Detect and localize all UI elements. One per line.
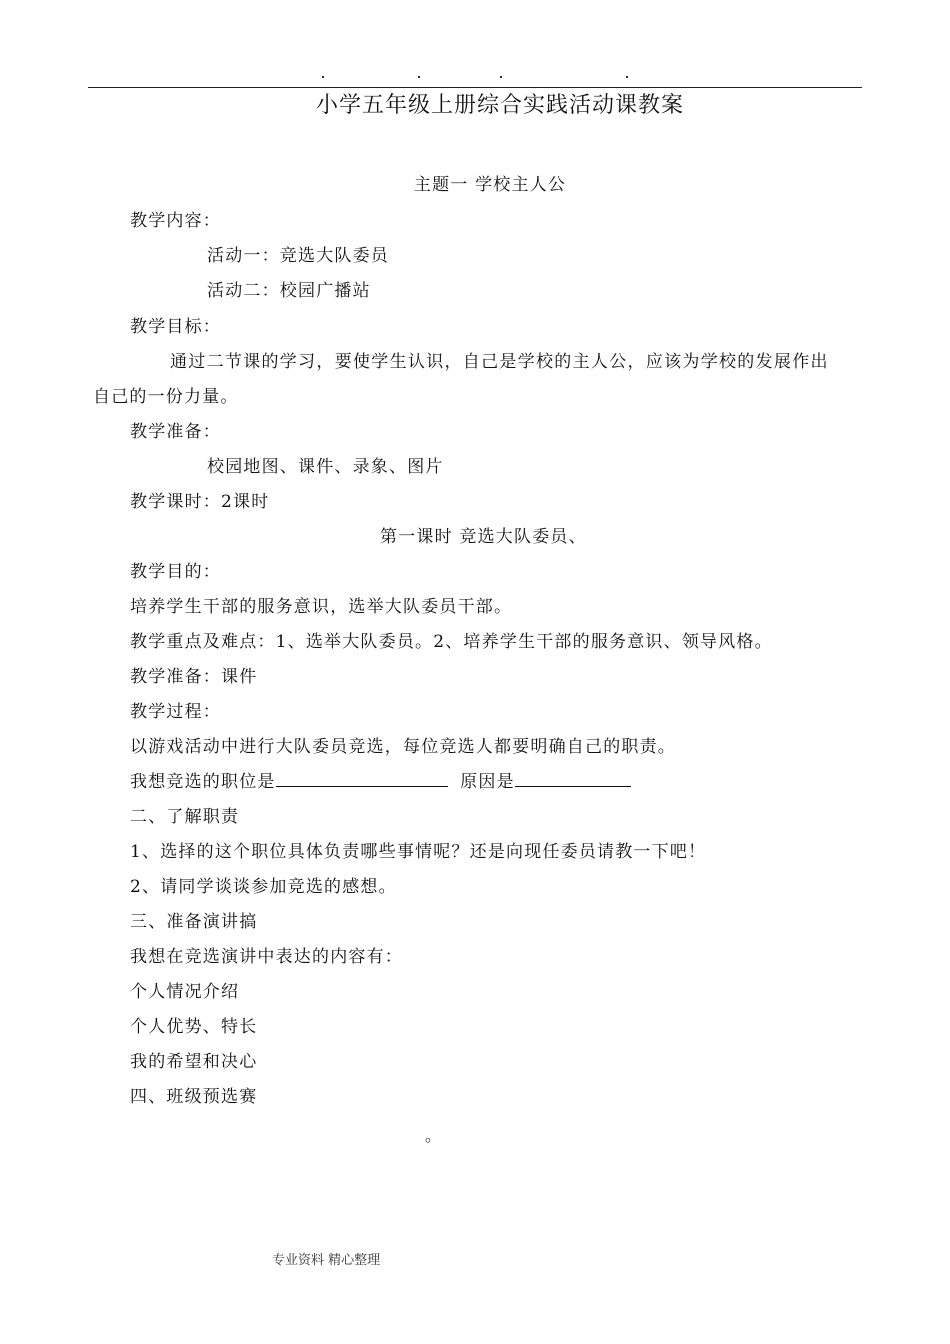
- reason-prompt: 原因是: [460, 772, 515, 792]
- section-2-heading: 二、了解职责: [130, 807, 240, 827]
- goal-text-line-1: 通过二节课的学习，要使学生认识，自己是学校的主人公，应该为学校的发展作出: [170, 352, 829, 372]
- section-2-item-1: 1、选择的这个职位具体负责哪些事情呢？还是向现任委员请教一下吧！: [130, 842, 707, 862]
- reason-blank[interactable]: [515, 772, 631, 787]
- position-line: [130, 767, 631, 792]
- speech-item-1: 个人情况介绍: [130, 982, 240, 1002]
- page-mark: 。: [425, 1126, 442, 1145]
- section-4-heading: 四、班级预选赛: [130, 1087, 258, 1107]
- section-3-heading: 三、准备演讲搞: [130, 912, 258, 932]
- content-label: 教学内容：: [130, 211, 221, 231]
- key-points: 教学重点及难点：1、选举大队委员。2、培养学生干部的服务意识、领导风格。: [130, 632, 773, 652]
- prep-items: 校园地图、课件、录象、图片: [207, 457, 444, 477]
- lesson-heading: 第一课时 竞选大队委员、: [380, 527, 587, 547]
- goal-label: 教学目标：: [130, 317, 221, 337]
- activity-2: 活动二：校园广播站: [207, 281, 371, 301]
- speech-item-3: 我的希望和决心: [130, 1052, 258, 1072]
- position-prompt: 我想竞选的职位是: [130, 772, 276, 792]
- speech-item-2: 个人优势、特长: [130, 1017, 258, 1037]
- header-dot: [322, 76, 324, 78]
- activity-1: 活动一：竞选大队委员: [207, 246, 389, 266]
- section-2-item-2: 2、请同学谈谈参加竞选的感想。: [130, 877, 397, 897]
- footer-text: 专业资料 精心整理: [272, 1253, 381, 1268]
- prep-2: 教学准备：课件: [130, 667, 258, 687]
- header-dot: [500, 76, 502, 78]
- speech-intro: 我想在竞选演讲中表达的内容有：: [130, 947, 403, 967]
- lesson-hours: 教学课时：2课时: [130, 492, 270, 512]
- header-dot: [418, 76, 420, 78]
- prep-label: 教学准备：: [130, 422, 221, 442]
- process-intro: 以游戏活动中进行大队委员竞选，每位竞选人都要明确自己的职责。: [130, 737, 676, 757]
- purpose-text: 培养学生干部的服务意识，选举大队委员干部。: [130, 597, 513, 617]
- position-blank[interactable]: [276, 772, 448, 787]
- header-dot: [626, 76, 628, 78]
- goal-text-line-2: 自己的一份力量。: [93, 387, 239, 407]
- document-title: 小学五年级上册综合实践活动课教案: [315, 93, 684, 118]
- purpose-label: 教学目的：: [130, 562, 221, 582]
- process-label: 教学过程：: [130, 702, 221, 722]
- theme-heading: 主题一 学校主人公: [413, 175, 567, 195]
